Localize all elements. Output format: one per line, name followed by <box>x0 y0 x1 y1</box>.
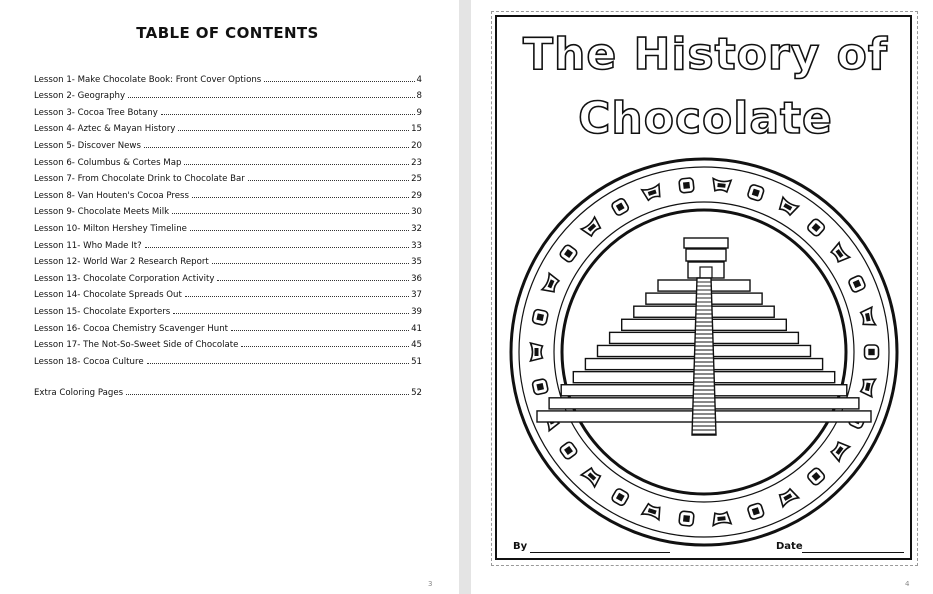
toc-entry-page: 23 <box>411 157 422 168</box>
toc-entry-page: 8 <box>416 91 422 102</box>
medallion-motif <box>829 243 849 265</box>
pyramid-icon <box>537 238 871 435</box>
toc-entry-label: Lesson 16- Cocoa Chemistry Scavenger Hunt <box>34 323 229 334</box>
medallion-motif <box>712 178 731 192</box>
toc-leader-dots <box>217 280 409 281</box>
pyramid-step <box>686 249 726 261</box>
toc-leader-dots <box>128 97 414 98</box>
toc-entry-page: 35 <box>411 257 422 268</box>
by-line[interactable] <box>530 552 670 553</box>
toc-entry-label: Lesson 13- Chocolate Corporation Activity <box>34 273 215 284</box>
toc-entry-label: Lesson 18- Cocoa Culture <box>34 356 144 367</box>
toc-entry-page: 36 <box>411 273 422 284</box>
toc-entry-page: 15 <box>411 124 422 135</box>
toc-entry-label: Lesson 11- Who Made It? <box>34 240 142 251</box>
toc-page <box>0 0 459 594</box>
toc-entry-label: Lesson 10- Milton Hershey Timeline <box>34 223 187 234</box>
medallion-motif <box>806 218 826 238</box>
medallion-motif <box>559 441 579 461</box>
toc-leader-dots <box>190 230 409 231</box>
toc-entry-page: 39 <box>411 306 422 317</box>
cover-title-line-2: Chocolate <box>578 93 833 144</box>
by-label: By <box>513 541 528 552</box>
pyramid-step <box>684 238 728 248</box>
medallion-motif <box>581 217 602 238</box>
toc-leader-dots <box>264 81 414 82</box>
medallion-motif <box>747 502 765 520</box>
medallion-motif <box>712 512 731 526</box>
toc-leader-dots <box>172 213 409 214</box>
toc-entry[interactable] <box>34 300 422 317</box>
toc-leader-dots <box>178 130 409 131</box>
toc-entry-page: 51 <box>411 356 422 367</box>
toc-entry-label: Extra Coloring Pages <box>34 387 124 398</box>
medallion-motif <box>747 184 765 202</box>
medallion-motif <box>532 378 549 395</box>
medallion-motif <box>581 466 602 487</box>
pyramid-step <box>700 267 712 278</box>
date-line[interactable] <box>802 552 904 553</box>
toc-entry[interactable] <box>34 317 422 334</box>
toc-entry-page: 25 <box>411 174 422 185</box>
toc-entry[interactable] <box>34 118 422 135</box>
toc-leader-dots <box>145 247 409 248</box>
toc-entry-page: 29 <box>411 190 422 201</box>
toc-leader-dots <box>173 313 409 314</box>
toc-entry-label: Lesson 3- Cocoa Tree Botany <box>34 107 158 118</box>
toc-entry[interactable] <box>34 350 422 367</box>
toc-leader-dots <box>184 164 409 165</box>
toc-leader-dots <box>185 296 409 297</box>
cover-page <box>471 0 933 594</box>
medallion-motif <box>860 377 875 397</box>
toc-entry[interactable] <box>34 234 422 251</box>
medallion-motif <box>679 511 694 526</box>
toc-entry[interactable] <box>34 217 422 234</box>
toc-entry-page: 32 <box>411 223 422 234</box>
toc-entry-page: 9 <box>416 107 422 118</box>
toc-entry[interactable] <box>34 151 422 168</box>
toc-entry-label: Lesson 15- Chocolate Exporters <box>34 306 171 317</box>
toc-entry-page: 30 <box>411 207 422 218</box>
medallion-motif <box>559 244 579 264</box>
medallion-motif <box>679 178 694 193</box>
medallion-motif <box>806 467 826 487</box>
toc-entry-page: 33 <box>411 240 422 251</box>
toc-entry-page: 20 <box>411 140 422 151</box>
toc-entry[interactable] <box>34 284 422 301</box>
toc-entry-label: Lesson 12- World War 2 Research Report <box>34 257 209 268</box>
toc-entry-page: 4 <box>416 74 422 85</box>
toc-entry-label: Lesson 4- Aztec & Mayan History <box>34 124 176 135</box>
toc-leader-dots <box>192 197 409 198</box>
toc-list <box>34 68 422 398</box>
toc-entry-page: 37 <box>411 290 422 301</box>
toc-entry-label: Lesson 1- Make Chocolate Book: Front Cover Options <box>34 74 262 85</box>
toc-leader-dots <box>231 330 409 331</box>
toc-entry[interactable] <box>34 334 422 351</box>
medallion-motif <box>829 440 849 462</box>
medallion-motif <box>542 273 560 294</box>
toc-entry[interactable] <box>34 251 422 268</box>
page-gutter <box>459 0 471 594</box>
page-number: 4 <box>905 580 910 588</box>
toc-entry[interactable] <box>34 184 422 201</box>
medallion-motif <box>777 197 799 216</box>
toc-entry-label: Lesson 6- Columbus & Cortes Map <box>34 157 182 168</box>
medallion-motif <box>848 275 866 293</box>
date-label: Date <box>776 541 803 552</box>
medallion-motif <box>860 307 875 327</box>
medallion-motif <box>777 487 799 506</box>
toc-leader-dots <box>144 147 409 148</box>
toc-leader-dots <box>212 263 409 264</box>
medallion-motif <box>642 184 663 201</box>
toc-entry-page: 45 <box>411 340 422 351</box>
toc-entry-label: Lesson 8- Van Houten's Cocoa Press <box>34 190 189 201</box>
page-number: 3 <box>428 580 433 588</box>
toc-entry[interactable] <box>34 134 422 151</box>
toc-entry-label: Lesson 5- Discover News <box>34 140 141 151</box>
toc-entry-label: Lesson 2- Geography <box>34 91 126 102</box>
toc-entry[interactable] <box>34 168 422 185</box>
toc-leader-dots <box>241 346 409 347</box>
toc-entry-label: Lesson 9- Chocolate Meets Milk <box>34 207 170 218</box>
medallion-motif <box>532 309 549 326</box>
medallion-motif <box>865 345 879 359</box>
toc-leader-dots <box>126 394 409 395</box>
medallion-motif <box>611 197 630 216</box>
toc-title: TABLE OF CONTENTS <box>136 24 319 42</box>
toc-entry[interactable] <box>34 68 422 85</box>
toc-entry-extra[interactable] <box>34 381 422 398</box>
cover-title-line-1: The History of <box>523 29 888 80</box>
toc-entry-label: Lesson 7- From Chocolate Drink to Chocolate Bar <box>34 174 245 185</box>
medallion-motif <box>611 488 630 507</box>
toc-entry-page: 52 <box>411 387 422 398</box>
toc-entry[interactable] <box>34 101 422 118</box>
medallion-motif <box>531 343 543 361</box>
toc-leader-dots <box>248 180 409 181</box>
medallion-motif <box>642 503 663 520</box>
toc-entry[interactable] <box>34 267 422 284</box>
cover-inner-border <box>495 15 912 560</box>
toc-leader-dots <box>161 114 415 115</box>
toc-leader-dots <box>147 363 409 364</box>
toc-entry[interactable] <box>34 201 422 218</box>
toc-entry-page: 41 <box>411 323 422 334</box>
toc-entry[interactable] <box>34 85 422 102</box>
toc-entry-label: Lesson 14- Chocolate Spreads Out <box>34 290 182 301</box>
toc-entry-label: Lesson 17- The Not-So-Sweet Side of Chocolate <box>34 340 239 351</box>
